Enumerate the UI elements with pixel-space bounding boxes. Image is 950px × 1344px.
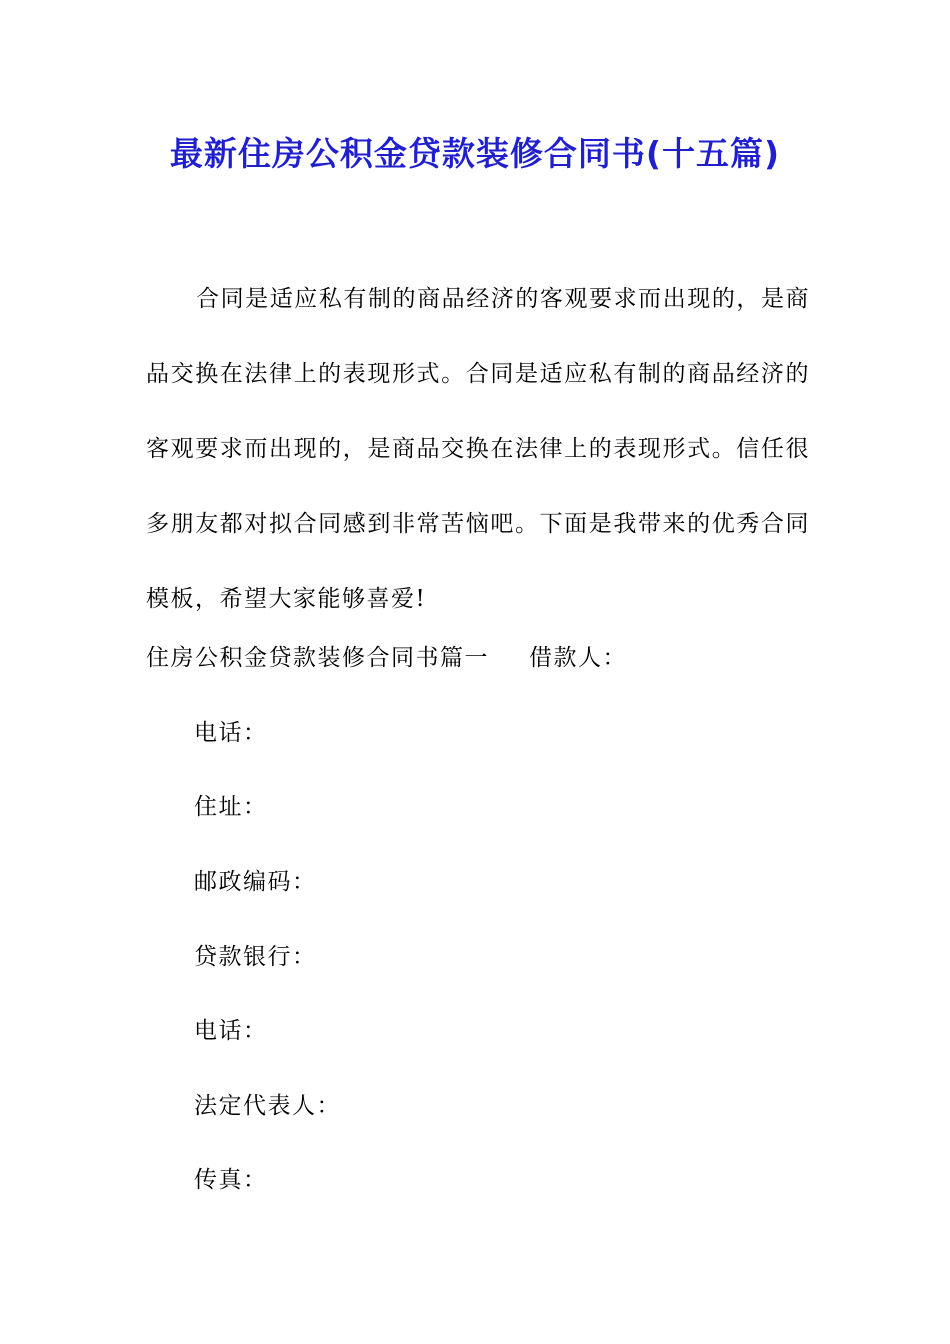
section-heading: 住房公积金贷款装修合同书篇一 — [146, 645, 489, 671]
field-lending-bank: 贷款银行： — [194, 944, 317, 970]
field-fax: 传真： — [194, 1167, 268, 1193]
field-address: 住址： — [194, 794, 268, 820]
field-postal-code: 邮政编码： — [194, 869, 317, 895]
field-bank-phone: 电话： — [194, 1018, 268, 1044]
document-title: 最新住房公积金贷款装修合同书(十五篇) — [169, 134, 781, 173]
field-phone: 电话： — [194, 720, 268, 746]
borrower-label: 借款人： — [529, 645, 627, 671]
intro-paragraph: 合同是适应私有制的商品经济的客观要求而出现的，是商品交换在法律上的表现形式。合同是适应私有制的商品经济的客观要求而出现的，是商品交换在法律上的表现形式。信任很多朋友都对拟合同感到非常苦恼吧。下面是我带来的优秀合同模板，希望大家能够喜爱! — [146, 286, 810, 612]
field-legal-representative: 法定代表人： — [194, 1093, 341, 1119]
